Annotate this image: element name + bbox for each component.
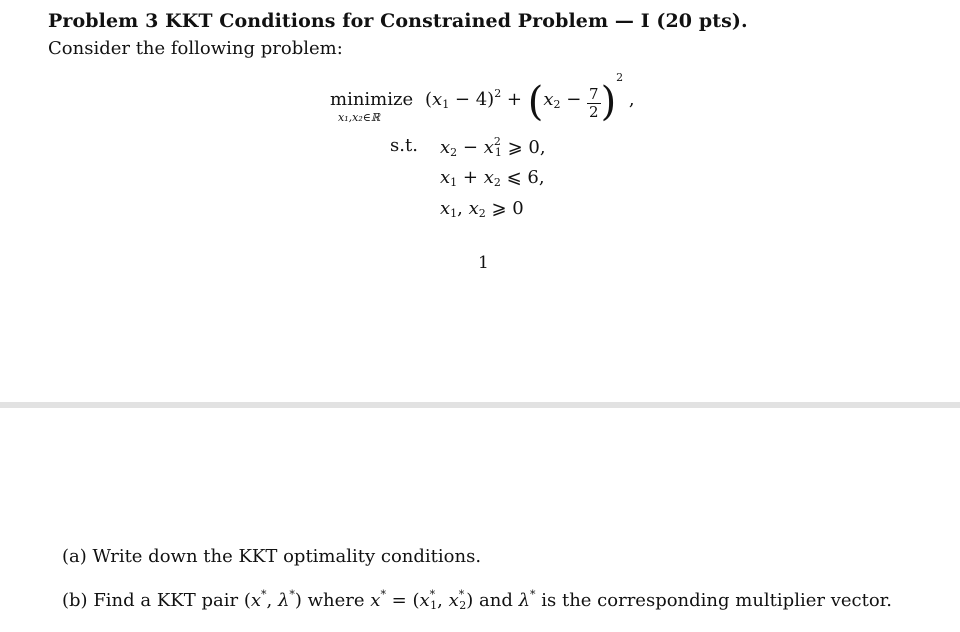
objective-function: $(x_1 - 4)^2 + (x_2$ − $\frac{7}{2}$ )$^2$ , xyxy=(425,71,635,125)
minimize-domain: x₁,x₂∈ℝ xyxy=(338,111,381,124)
part-a xyxy=(62,546,481,567)
subject-to-label: s.t. xyxy=(390,135,418,156)
problem-title: Problem 3 KKT Conditions for Constrained Problem — I (20 pts). xyxy=(48,10,748,32)
constraint-1: $x_2 - x^2_1$ ⩾ 0, xyxy=(440,135,546,159)
problem-intro: Consider the following problem: xyxy=(48,38,343,59)
part-a-label: (a) xyxy=(62,546,87,567)
page-separator xyxy=(0,402,960,408)
page-number: 1 xyxy=(478,253,489,273)
constraint-3: $x_1$, $x_2$ ⩾ 0 xyxy=(440,198,524,220)
fraction-seven-halves: $\frac{7}{2}$ xyxy=(589,85,599,121)
part-a-text: Write down the KKT optimality conditions. xyxy=(92,546,482,567)
constraint-2: $x_1 + x_2$ ⩽ 6, xyxy=(440,167,545,189)
minimize-operator: minimize xyxy=(330,89,414,110)
part-b: (b) Find a KKT pair (x*, λ*) where $x^* = (x^*_1$, $x^*_2$) and λ* is the corresponding multiplier vector. xyxy=(62,588,893,612)
part-b-label: (b) xyxy=(62,590,88,611)
